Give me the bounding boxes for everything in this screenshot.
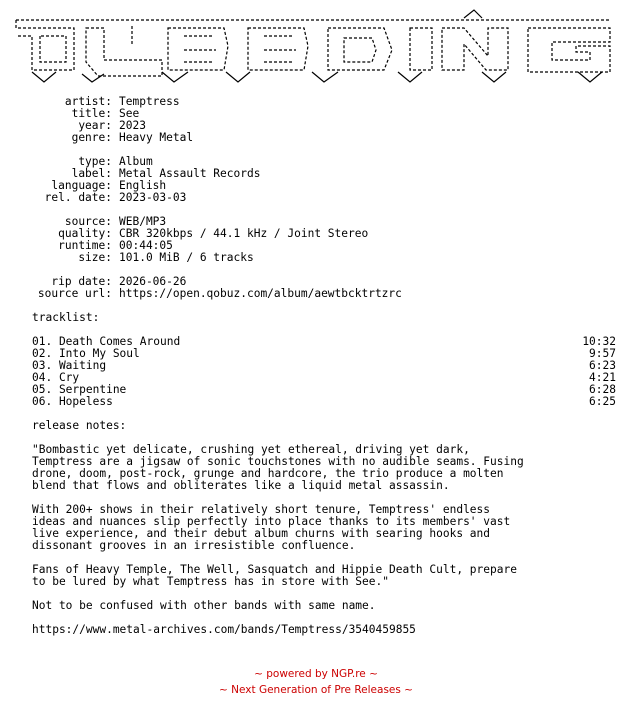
track-duration: 9:57 [589,347,616,360]
meta-value: Heavy Metal [119,131,194,144]
meta-key: artist: [64,95,112,108]
meta-value: 101.0 MiB / 6 tracks [119,251,254,264]
meta-value: WEB/MP3 [119,215,167,228]
track-title: 05. Serpentine [32,383,127,396]
meta-key: label: [71,167,112,180]
track-duration: 10:32 [582,335,616,348]
track-title: 02. Into My Soul [32,347,140,360]
notes-paragraph-3: Fans of Heavy Temple, The Well, Sasquatch and Hippie Death Cult, prepare to be lured by what Temptress has in store with See." [32,563,517,588]
meta-key: genre: [71,131,112,144]
meta-key: rel. date: [44,191,112,204]
track-title: 03. Waiting [32,359,107,372]
track-duration: 6:23 [589,359,616,372]
meta-value: CBR 320kbps / 44.1 kHz / Joint Stereo [119,227,369,240]
notes-paragraph-4: Not to be confused with other bands with same name. [32,599,376,612]
meta-key: rip date: [51,275,112,288]
meta-value: Album [119,155,153,168]
track-title: 01. Death Comes Around [32,335,181,348]
meta-key: source url: [37,287,112,300]
meta-value: 2023 [119,119,146,132]
meta-key: year: [78,119,112,132]
track-duration: 6:25 [589,395,616,408]
notes-paragraph-1: "Bombastic yet delicate, crushing yet ethereal, driving yet dark, Temptress are a jigsaw of sonic touchstones with no audible seams. Fusing drone, doom, post-rock, grunge and hardcore, the trio produce a molten blend that flows and obliterates like a liquid metal assassin. [32,443,524,492]
meta-key: runtime: [58,239,112,252]
meta-value: 2026-06-26 [119,275,187,288]
meta-value: Temptress [119,95,180,108]
track-duration: 6:28 [589,383,616,396]
footer-tagline: ~ Next Generation of Pre Releases ~ [219,684,413,696]
meta-value: 00:44:05 [119,239,173,252]
meta-key: source: [64,215,112,228]
meta-value: English [119,179,167,192]
meta-key: title: [71,107,112,120]
meta-key: size: [78,251,112,264]
track-title: 04. Cry [32,371,80,384]
notes-paragraph-2: With 200+ shows in their relatively short tenure, Temptress' endless ideas and nuances slip perfectly into place thanks to its members' vast live experience, and their debut album churns with searing hooks and dissonant grooves in an irresistible confluence. [32,503,511,552]
meta-key: type: [78,155,112,168]
meta-key: language: [51,179,112,192]
metal-archives-link[interactable]: https://www.metal-archives.com/bands/Temptress/3540459855 [32,623,416,636]
meta-value[interactable]: https://open.qobuz.com/album/aewtbcktrtzrc [119,287,402,300]
track-duration: 4:21 [589,371,616,384]
tracklist-label: tracklist: [32,311,100,324]
release-notes-label: release notes: [32,419,127,432]
meta-value: 2023-03-03 [119,191,187,204]
meta-value: See [119,107,140,120]
track-title: 06. Hopeless [32,395,113,408]
meta-key: quality: [58,227,112,240]
footer-powered-by: ~ powered by NGP.re ~ [254,668,378,680]
meta-value: Metal Assault Records [119,167,261,180]
ascii-logo [12,6,618,86]
